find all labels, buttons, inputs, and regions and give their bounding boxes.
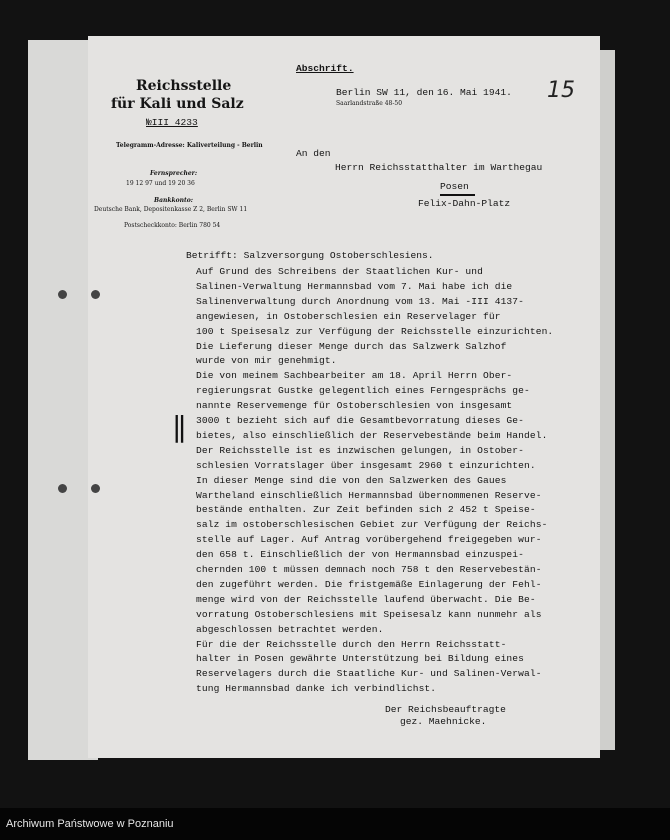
body-line: bietes, also einschließlich der Reservebestände beim Handel. bbox=[196, 429, 548, 441]
body-line: menge wird von der Reichsstelle laufend überwacht. Die Be- bbox=[196, 593, 536, 605]
bank-account: Deutsche Bank, Depositenkasse Z 2, Berlin SW 11 bbox=[94, 206, 248, 213]
body-line: halter in Posen gewährte Unterstützung bei Bildung eines bbox=[196, 653, 525, 665]
phone-label: Fernsprecher: bbox=[150, 170, 198, 177]
body-line: Reservelagers durch die Staatliche Kur- und Salinen-Verwal- bbox=[196, 668, 542, 680]
body-line: Für die der Reichsstelle durch den Herrn Reichsstatt- bbox=[196, 638, 507, 650]
body-line: Salinenverwaltung durch Anordnung vom 13. Mai -III 4137- bbox=[196, 295, 525, 307]
punch-hole bbox=[58, 290, 67, 299]
letterhead-org-line1: Reichsstelle bbox=[136, 78, 232, 94]
signature-name: gez. Maehnicke. bbox=[400, 716, 487, 727]
body-line: vorratung Ostoberschlesiens mit Speisesalz kann nunmehr als bbox=[196, 608, 542, 620]
body-line: tung Hermannsbad danke ich verbindlichst. bbox=[196, 683, 437, 695]
body-line: 100 t Speisesalz zur Verfügung der Reichsstelle einzurichten. bbox=[196, 325, 554, 337]
body-line: Wartheland einschließlich Hermannsbad übernommenen Reserve- bbox=[196, 489, 542, 501]
body-line: regierungsrat Gustke gelegentlich eines Ferngesprächs ge- bbox=[196, 385, 530, 397]
body-line: angewiesen, in Ostoberschlesien ein Reservelager für bbox=[196, 310, 501, 322]
subject-line: Betrifft: Salzversorgung Ostoberschlesiens. bbox=[186, 250, 434, 261]
body-line: stelle auf Lager. Auf Antrag vorübergehend freigegeben wur- bbox=[196, 534, 542, 546]
city-underline bbox=[440, 194, 475, 196]
body-line: salz im ostoberschlesischen Gebiet zur Verfügung der Reichs- bbox=[196, 519, 548, 531]
archive-credit: Archiwum Państwowe w Poznaniu bbox=[6, 818, 174, 830]
body-line: abgeschlossen betrachtet werden. bbox=[196, 623, 384, 635]
telegram-address: Telegramm-Adresse: Kaliverteilung - Berlin bbox=[116, 142, 263, 149]
recipient-street: Felix-Dahn-Platz bbox=[418, 198, 511, 209]
body-line: bestände enthalten. Zur Zeit befinden sich 2 452 t Speise- bbox=[196, 504, 536, 516]
body-line: nannte Reservemenge für Ostoberschlesien von insgesamt bbox=[196, 400, 513, 412]
body-line: schlesien Vorratslager über insgesamt 2960 t einzurichten. bbox=[196, 459, 536, 471]
copy-mark: Abschrift. bbox=[296, 63, 354, 74]
body-line: Salinen-Verwaltung Hermannsbad vom 7. Mai habe ich die bbox=[196, 280, 513, 292]
postcheck-account: Postscheckkonto: Berlin 780 54 bbox=[124, 222, 221, 229]
phone-numbers: 19 12 97 und 19 20 36 bbox=[126, 180, 195, 187]
body-line: Die von meinem Sachbearbeiter am 18. April Herrn Ober- bbox=[196, 370, 513, 382]
punch-hole bbox=[58, 484, 67, 493]
letter-date: 16. Mai 1941. bbox=[437, 87, 512, 98]
body-line: 3000 t bezieht sich auf die Gesamtbevorratung dieses Ge- bbox=[196, 415, 525, 426]
bank-label: Bankkonto: bbox=[154, 197, 193, 204]
letterhead-org-line2: für Kali und Salz bbox=[111, 96, 244, 112]
body-line: wurde von mir genehmigt. bbox=[196, 355, 337, 367]
street-address: Saarlandstraße 48-50 bbox=[336, 100, 403, 107]
body-line: In dieser Menge sind die von den Salzwerken des Gaues bbox=[196, 474, 507, 486]
recipient-line1: An den bbox=[296, 148, 331, 159]
recipient-line2: Herrn Reichsstatthalter im Warthegau bbox=[335, 162, 543, 173]
punch-hole bbox=[91, 484, 100, 493]
margin-mark: || bbox=[172, 410, 183, 443]
body-line: Der Reichsstelle ist es inzwischen gelungen, in Ostober- bbox=[196, 444, 525, 456]
body-line: den 658 t. Einschließlich der von Hermannsbad einzuspei- bbox=[196, 549, 525, 561]
punch-hole bbox=[91, 290, 100, 299]
body-line: chernden 100 t müssen demnach noch 758 t den Reservebestän- bbox=[196, 564, 542, 575]
body-line: den zugeführt werden. Die fristgemäße Einlagerung der Fehl- bbox=[196, 578, 542, 590]
body-line: Auf Grund des Schreibens der Staatlichen Kur- und bbox=[196, 266, 484, 277]
file-number: №III 4233 bbox=[146, 117, 198, 128]
recipient-city: Posen bbox=[440, 181, 469, 192]
place-line: Berlin SW 11, den bbox=[336, 87, 434, 98]
body-line: Die Lieferung dieser Menge durch das Salzwerk Salzhof bbox=[196, 340, 507, 352]
signature-title: Der Reichsbeauftragte bbox=[385, 704, 506, 715]
folio-number: 15 bbox=[547, 78, 575, 103]
